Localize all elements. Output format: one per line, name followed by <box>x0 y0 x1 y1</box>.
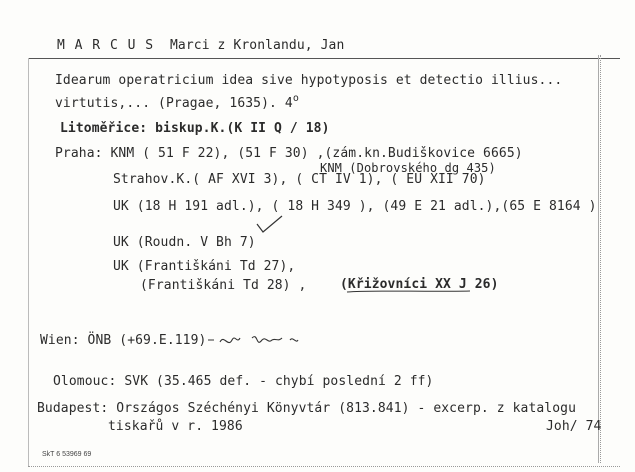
header-rule <box>28 58 620 59</box>
title-line-2-text: virtutis,... (Pragae, 1635). 4 <box>55 96 293 111</box>
bottom-rule <box>28 466 620 467</box>
holding-litomerice: Litoměřice: biskup.K.(K II Q / 18) <box>60 121 330 136</box>
holding-wien: Wien: ÖNB (+69.E.119) <box>40 333 207 348</box>
holding-budapest-1: Budapest: Országos Széchényi Könyvtár (813.841) - excerp. z katalogu <box>37 401 577 416</box>
holding-uk-frant-2: (Františkáni Td 28) , <box>140 278 307 293</box>
holding-uk-frant-1: UK (Františkáni Td 27), <box>113 259 296 274</box>
right-margin-rule <box>598 55 599 463</box>
shelf-signature: Joh/ 74 <box>546 419 602 434</box>
holding-olomouc: Olomouc: SVK (35.465 def. - chybí poslední 2 ff) <box>53 374 434 389</box>
holding-praha-1: Praha: KNM ( 51 F 22), (51 F 30) ,(zám.kn.Budiškovice 6665) <box>55 146 523 161</box>
holding-uk-roudn: UK (Roudn. V Bh 7) <box>113 235 256 250</box>
title-line-2 <box>55 93 299 111</box>
holding-strahov: Strahov.K.( AF XVI 3), ( CT IV 1), ( EU XII 70) <box>113 172 486 187</box>
left-margin-rule <box>28 58 29 466</box>
holding-krizovnici: (Křižovníci XX J 26) <box>340 277 499 292</box>
header-name: Marci z Kronlandu, Jan <box>170 38 345 53</box>
handwritten-note-wien <box>200 330 320 358</box>
handwritten-underline-krizovnici <box>345 272 475 296</box>
title-line-1: Idearum operatricium idea sive hypotyposis et detectio illius... <box>55 73 563 88</box>
holding-praha-knm-note: KNM (Dobrovského dg 435) <box>320 161 496 175</box>
holding-uk-1: UK (18 H 191 adl.), ( 18 H 349 ), (49 E 21 adl.),(65 E 8164 ) <box>113 199 597 214</box>
holding-budapest-2: tiskařů v r. 1986 <box>108 419 243 434</box>
right-margin-rule-dotted <box>600 55 601 463</box>
header-surname: M A R C U S <box>57 38 155 53</box>
title-format-sup: o <box>292 93 299 104</box>
handwritten-checkmark-1 <box>255 214 285 236</box>
print-code: SkT 6 53969 69 <box>42 451 92 458</box>
